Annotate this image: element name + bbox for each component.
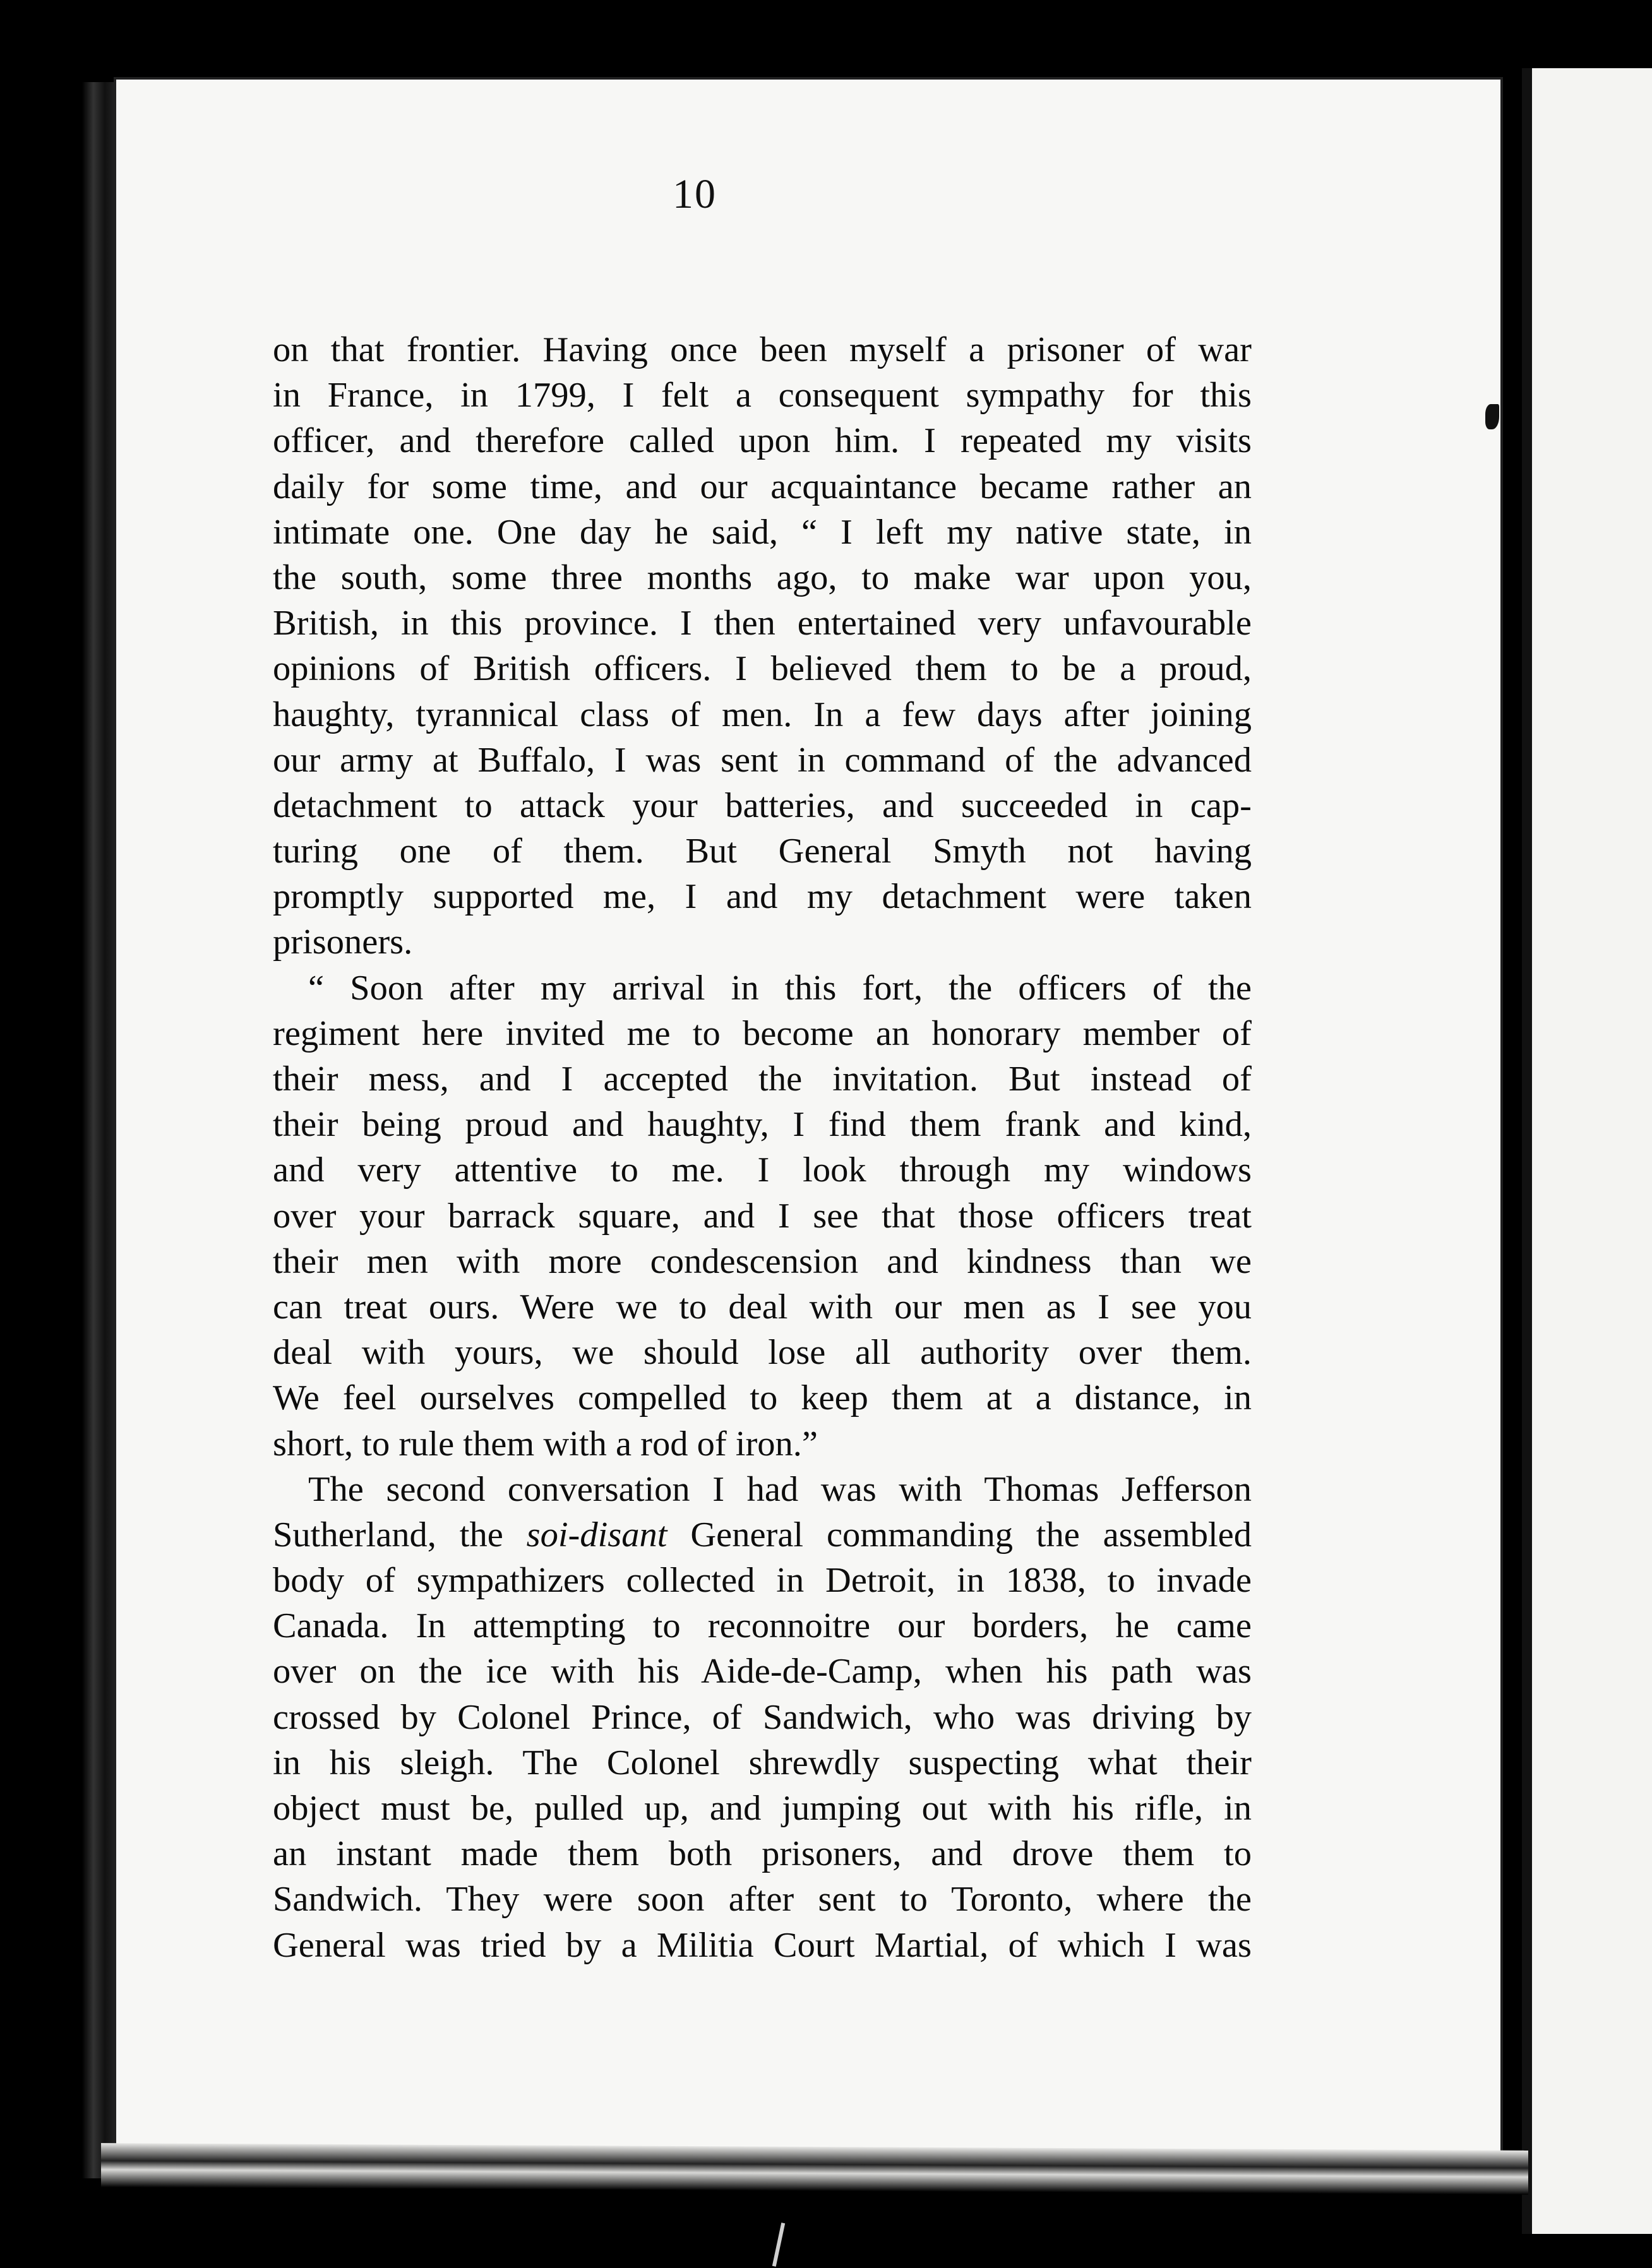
text-line: opinions of British officers. I believed them to be a proud, [273,649,1252,689]
text-line: their men with more condescension and kindness than we [273,1241,1252,1281]
text-line: our army at Buffalo, I was sent in command of the advanced [273,740,1252,780]
text-line: in France, in 1799, I felt a consequent sympathy for this [273,376,1252,415]
text-line: the south, some three months ago, to make war upon you, [273,558,1252,597]
page-number: 10 [673,171,717,217]
text-line: Sutherland, the soi-disant General commanding the assembled [273,1515,1252,1555]
text-line: promptly supported me, I and my detachment were taken [273,877,1252,917]
text-line: prisoners. [273,922,413,962]
text-line: can treat ours. Were we to deal with our men as I see you [273,1287,1252,1327]
text-line: “ Soon after my arrival in this fort, the officers of the [308,968,1252,1008]
text-line: daily for some time, and our acquaintance became rather an [273,467,1252,506]
text-line: The second conversation I had was with Thomas Jefferson [308,1469,1252,1509]
text-line: Canada. In attempting to reconnoitre our borders, he came [273,1606,1252,1646]
text-line: detachment to attack your batteries, and succeeded in cap- [273,785,1252,825]
margin-ink-mark [1485,404,1499,429]
text-line: deal with yours, we should lose all authority over them. [273,1333,1252,1373]
text-line: their mess, and I accepted the invitation. But instead of [273,1059,1252,1099]
text-line: Sandwich. They were soon after sent to Toronto, where the [273,1880,1252,1919]
text-line: and very attentive to me. I look through my windows [273,1150,1252,1190]
text-line: their being proud and haughty, I find them frank and kind, [273,1105,1252,1145]
text-line: over on the ice with his Aide-de-Camp, when his path was [273,1652,1252,1692]
text-line: over your barrack square, and I see that those officers treat [273,1196,1252,1236]
text-line: turing one of them. But General Smyth not having [273,832,1252,871]
text-line: regiment here invited me to become an honorary member of [273,1013,1252,1053]
text-line: on that frontier. Having once been myself a prisoner of war [273,330,1252,369]
text-line: an instant made them both prisoners, and drove them to [273,1834,1252,1874]
text-line: We feel ourselves compelled to keep them at a distance, in [273,1378,1252,1418]
page-body-text [273,327,1252,1968]
text-line: in his sleigh. The Colonel shrewdly suspecting what their [273,1743,1252,1782]
text-line: body of sympathizers collected in Detroit, in 1838, to invade [273,1561,1252,1601]
facing-page-edge [1522,68,1652,2234]
text-line: intimate one. One day he said, “ I left my native state, in [273,512,1252,552]
text-line: short, to rule them with a rod of iron.” [273,1424,818,1464]
text-line: General was tried by a Militia Court Martial, of which I was [273,1925,1252,1965]
text-line: crossed by Colonel Prince, of Sandwich, who was driving by [273,1697,1252,1737]
text-line: object must be, pulled up, and jumping out with his rifle, in [273,1789,1252,1828]
text-line: British, in this province. I then entertained very unfavourable [273,604,1252,643]
text-line: officer, and therefore called upon him. I repeated my visits [273,421,1252,461]
text-line: haughty, tyrannical class of men. In a few days after joining [273,695,1252,734]
page-bottom-edge [101,2143,1528,2195]
